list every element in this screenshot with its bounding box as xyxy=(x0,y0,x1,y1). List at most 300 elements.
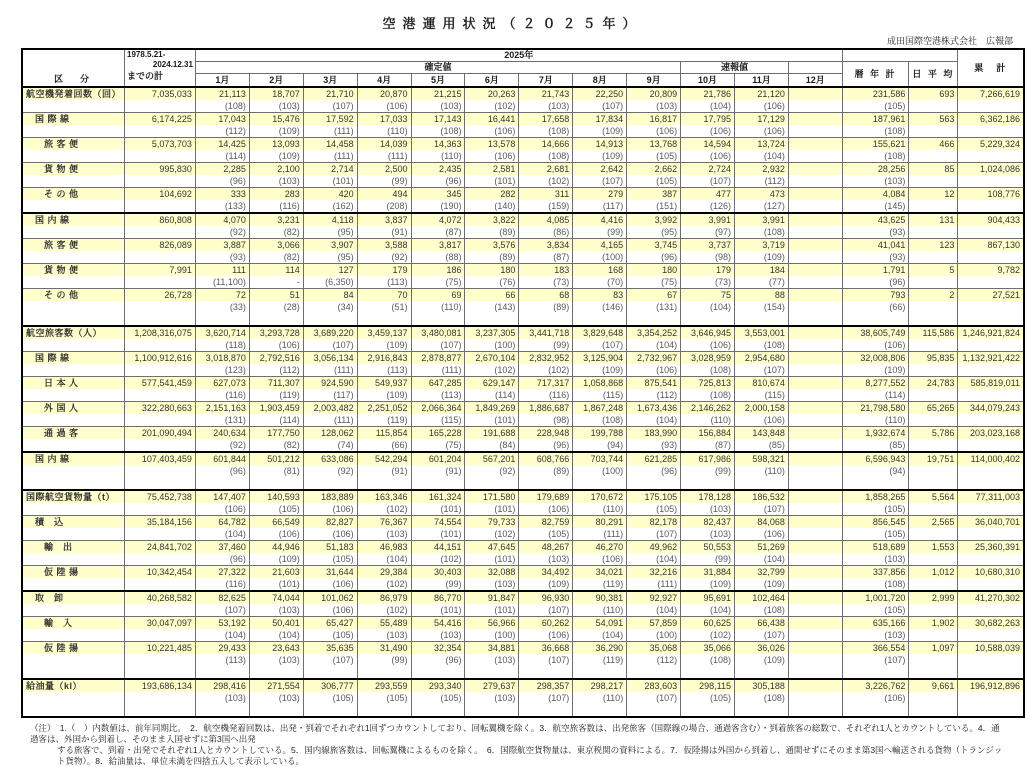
col-header-category: 区 分 xyxy=(22,49,125,87)
table-row-ratio xyxy=(22,692,1024,704)
cell-cumulative: 203,023,168 xyxy=(958,427,1024,440)
prior-period-start: 1978.5.21- xyxy=(127,50,166,59)
cell-prior-total: 24,841,702 xyxy=(125,541,196,554)
cell-month-ratio: (105) xyxy=(519,528,573,541)
cell-month-ratio: (112) xyxy=(627,389,681,402)
header-spacer xyxy=(842,49,958,62)
cell-month-value: 179 xyxy=(357,264,411,277)
section-filler xyxy=(22,666,1024,679)
cell-month-value: 30,403 xyxy=(411,566,465,579)
cell-month-value: 84,068 xyxy=(735,516,789,529)
cell-month-value: 82,759 xyxy=(519,516,573,529)
cell-month-value: 3,588 xyxy=(357,239,411,252)
col-header-month: 9月 xyxy=(627,74,681,88)
cell-month-value: 13,093 xyxy=(249,138,303,151)
cell-month-ratio: (87) xyxy=(681,439,735,452)
cell-daily-average: 115,586 xyxy=(909,326,958,339)
footnotes xyxy=(30,723,1005,767)
cell-daily-average: 563 xyxy=(909,113,958,126)
cell-month-value xyxy=(788,427,842,440)
table-body xyxy=(22,87,1024,717)
cell-month-value: 74,044 xyxy=(249,591,303,604)
cell-month-ratio: (103) xyxy=(357,629,411,642)
cell-month-ratio: (107) xyxy=(519,604,573,617)
cell-month-ratio: (82) xyxy=(249,226,303,239)
cell-month-ratio: (103) xyxy=(519,100,573,113)
table-header xyxy=(22,49,1024,87)
cell-month-value: 168 xyxy=(573,264,627,277)
cell-month-value: 23,643 xyxy=(249,642,303,655)
cell-month-ratio: (113) xyxy=(357,364,411,377)
cell-month-ratio: (86) xyxy=(519,226,573,239)
cell-month-value: 3,480,081 xyxy=(411,326,465,339)
cell-month-ratio: (103) xyxy=(465,654,519,666)
cell-month-value: 16,441 xyxy=(465,113,519,126)
cell-month-ratio: (76) xyxy=(465,276,519,289)
table-row-ratio xyxy=(22,364,1024,377)
cell-month-ratio: (92) xyxy=(465,465,519,477)
col-header-dec-spacer xyxy=(788,62,842,74)
cell-month-value: 3,646,945 xyxy=(681,326,735,339)
cell-month-ratio: (108) xyxy=(195,100,249,113)
table-row xyxy=(22,490,1024,503)
cell-month-value: 20,263 xyxy=(465,87,519,100)
cell-month-value: 60,262 xyxy=(519,617,573,630)
cell-month-value: 17,658 xyxy=(519,113,573,126)
cell-prior-total: 995,830 xyxy=(125,163,196,176)
cell-prior-total: 10,342,454 xyxy=(125,566,196,579)
cell-month-ratio: (97) xyxy=(681,226,735,239)
cell-month-value: 617,986 xyxy=(681,452,735,465)
cell-month-ratio: (103) xyxy=(249,692,303,704)
cell-month-ratio: (109) xyxy=(735,251,789,264)
table-row xyxy=(22,188,1024,201)
cell-month-value: 2,581 xyxy=(465,163,519,176)
cell-month-ratio: (75) xyxy=(411,276,465,289)
cell-month-ratio: (109) xyxy=(249,553,303,566)
cell-month-ratio: (92) xyxy=(195,439,249,452)
cell-month-value: 2,670,104 xyxy=(465,352,519,365)
cell-month-ratio: (103) xyxy=(249,175,303,188)
cell-month-ratio: (111) xyxy=(573,528,627,541)
cell-prior-total: 75,452,738 xyxy=(125,490,196,503)
cell-month-value: 66,438 xyxy=(735,617,789,630)
cell-month-ratio: (108) xyxy=(735,604,789,617)
cell-cumulative: 196,912,896 xyxy=(958,679,1024,692)
cell-annual-ratio: (85) xyxy=(842,439,909,452)
cell-daily-average: 2 xyxy=(909,289,958,302)
cell-month-ratio: (146) xyxy=(573,301,627,313)
table-row xyxy=(22,326,1024,339)
cell-month-value: 183 xyxy=(519,264,573,277)
cell-month-value: 50,553 xyxy=(681,541,735,554)
cell-month-value: 345 xyxy=(411,188,465,201)
cell-month-ratio xyxy=(788,175,842,188)
cell-month-ratio: (106) xyxy=(195,503,249,516)
cell-month-value: 191,688 xyxy=(465,427,519,440)
cell-month-value: 143,848 xyxy=(735,427,789,440)
cell-month-ratio: (109) xyxy=(681,578,735,591)
row-label: そ の 他 xyxy=(22,188,125,201)
cell-month-value: 170,672 xyxy=(573,490,627,503)
cell-month-ratio: (110) xyxy=(411,150,465,163)
section-filler xyxy=(22,704,1024,717)
cell-month-value: 598,321 xyxy=(735,452,789,465)
cell-annual-ratio: (96) xyxy=(842,276,909,289)
table-row-ratio xyxy=(22,528,1024,541)
cell-month-value: 875,541 xyxy=(627,377,681,390)
table-row xyxy=(22,679,1024,692)
cell-month-ratio: (140) xyxy=(465,200,519,213)
cell-month-value: 92,927 xyxy=(627,591,681,604)
cell-month-ratio: (108) xyxy=(573,414,627,427)
cell-month-value: 601,844 xyxy=(195,452,249,465)
cell-month-value: 20,870 xyxy=(357,87,411,100)
cell-month-value: 140,593 xyxy=(249,490,303,503)
cell-month-ratio: (112) xyxy=(735,175,789,188)
cell-month-value: 2,500 xyxy=(357,163,411,176)
row-label: 給油量（kl） xyxy=(22,679,125,692)
cell-month-value: 3,459,137 xyxy=(357,326,411,339)
cell-month-value xyxy=(788,642,842,655)
cell-month-ratio: (109) xyxy=(735,654,789,666)
cell-month-ratio: (107) xyxy=(573,339,627,352)
cell-month-value xyxy=(788,452,842,465)
cell-month-ratio: (103) xyxy=(195,692,249,704)
cell-month-value: 3,829,648 xyxy=(573,326,627,339)
table-row-ratio xyxy=(22,629,1024,642)
cell-annual-ratio: (103) xyxy=(842,175,909,188)
cell-month-ratio: (110) xyxy=(573,604,627,617)
cell-month-value: 35,066 xyxy=(681,642,735,655)
cell-annual-ratio: (105) xyxy=(842,100,909,113)
cell-month-ratio: (107) xyxy=(519,654,573,666)
cell-month-value: 82,178 xyxy=(627,516,681,529)
cell-month-ratio: (103) xyxy=(249,604,303,617)
cell-annual-ratio: (109) xyxy=(842,364,909,377)
cell-month-ratio: (101) xyxy=(303,175,357,188)
cell-month-ratio: (107) xyxy=(519,692,573,704)
table-row-ratio xyxy=(22,553,1024,566)
cell-month-ratio: (92) xyxy=(357,251,411,264)
cell-month-value: 3,231 xyxy=(249,213,303,226)
cell-daily-average: 693 xyxy=(909,87,958,100)
cell-annual-value: 1,858,265 xyxy=(842,490,909,503)
row-label: 貨 物 便 xyxy=(22,163,125,176)
cell-month-value: 2,724 xyxy=(681,163,735,176)
cell-month-value: 186,532 xyxy=(735,490,789,503)
table-row xyxy=(22,352,1024,365)
table-row xyxy=(22,427,1024,440)
cell-month-ratio: (82) xyxy=(249,439,303,452)
cell-month-ratio xyxy=(788,226,842,239)
header-row-year xyxy=(22,49,1024,62)
cell-month-ratio: (108) xyxy=(735,226,789,239)
row-label: 輸 入 xyxy=(22,617,125,630)
cell-month-ratio: (105) xyxy=(627,150,681,163)
cell-month-value: 165,228 xyxy=(411,427,465,440)
row-label: 貨 物 便 xyxy=(22,264,125,277)
col-header-month: 12月 xyxy=(788,74,842,88)
cell-month-value: 17,592 xyxy=(303,113,357,126)
cell-month-ratio: (107) xyxy=(303,100,357,113)
cell-month-value: 186 xyxy=(411,264,465,277)
cell-month-value: 46,983 xyxy=(357,541,411,554)
cell-month-value: 621,285 xyxy=(627,452,681,465)
cell-month-value: 57,859 xyxy=(627,617,681,630)
cell-month-value: 4,070 xyxy=(195,213,249,226)
cell-month-ratio: (84) xyxy=(465,439,519,452)
cell-month-value: 70 xyxy=(357,289,411,302)
cell-daily-average: 1,902 xyxy=(909,617,958,630)
cell-month-ratio: (98) xyxy=(519,414,573,427)
cell-month-ratio: (106) xyxy=(735,414,789,427)
cell-month-value: 127 xyxy=(303,264,357,277)
cell-month-value: 171,580 xyxy=(465,490,519,503)
cell-month-ratio: (28) xyxy=(249,301,303,313)
cell-month-value: 2,003,482 xyxy=(303,402,357,415)
airport-operations-table xyxy=(21,48,1025,718)
cell-month-value: 14,666 xyxy=(519,138,573,151)
cell-month-ratio: (114) xyxy=(249,414,303,427)
cell-month-value: 2,732,967 xyxy=(627,352,681,365)
cell-month-ratio: (93) xyxy=(195,251,249,264)
cell-month-value: 2,151,163 xyxy=(195,402,249,415)
cell-month-value: 17,033 xyxy=(357,113,411,126)
cell-month-ratio: (131) xyxy=(627,301,681,313)
cell-month-value xyxy=(788,213,842,226)
cell-month-ratio: (103) xyxy=(465,692,519,704)
cell-prior-total: 6,174,225 xyxy=(125,113,196,126)
cell-cumulative: 10,588,039 xyxy=(958,642,1024,655)
cell-month-value: 54,091 xyxy=(573,617,627,630)
row-label: 国 内 線 xyxy=(22,452,125,465)
cell-month-ratio xyxy=(788,364,842,377)
cell-month-ratio: (96) xyxy=(627,465,681,477)
cell-month-ratio: (96) xyxy=(195,175,249,188)
cell-month-value: 36,290 xyxy=(573,642,627,655)
cell-month-ratio: (104) xyxy=(627,414,681,427)
cell-month-ratio: (75) xyxy=(627,276,681,289)
cell-month-ratio: (104) xyxy=(195,629,249,642)
table-row xyxy=(22,566,1024,579)
col-header-month: 10月 xyxy=(681,74,735,88)
cell-month-ratio xyxy=(788,503,842,516)
cell-daily-average: 131 xyxy=(909,213,958,226)
cell-month-ratio: (106) xyxy=(249,528,303,541)
cell-month-value: 75 xyxy=(681,289,735,302)
cell-month-ratio: (106) xyxy=(357,100,411,113)
cell-cumulative: 1,024,086 xyxy=(958,163,1024,176)
cell-month-value: 36,668 xyxy=(519,642,573,655)
table-row-ratio xyxy=(22,125,1024,138)
cell-prior-total: 107,403,459 xyxy=(125,452,196,465)
cell-month-value: 35,068 xyxy=(627,642,681,655)
cell-month-value: 35,635 xyxy=(303,642,357,655)
cell-month-ratio xyxy=(788,251,842,264)
cell-month-value: 91,847 xyxy=(465,591,519,604)
cell-month-ratio: (151) xyxy=(627,200,681,213)
table-row-ratio xyxy=(22,465,1024,477)
cell-month-value: 17,129 xyxy=(735,113,789,126)
cell-month-value: 601,204 xyxy=(411,452,465,465)
cell-month-value: 34,881 xyxy=(465,642,519,655)
row-label: 日 本 人 xyxy=(22,377,125,390)
cell-month-value: 3,887 xyxy=(195,239,249,252)
row-label: 航空機発着回数（回） xyxy=(22,87,125,100)
cell-month-value: 15,476 xyxy=(249,113,303,126)
cell-month-ratio: (104) xyxy=(195,528,249,541)
cell-month-value: 175,105 xyxy=(627,490,681,503)
cell-month-ratio xyxy=(788,150,842,163)
cell-month-ratio: (154) xyxy=(735,301,789,313)
cell-month-value: 2,146,262 xyxy=(681,402,735,415)
cell-prior-total: 1,208,316,075 xyxy=(125,326,196,339)
cell-month-ratio: (105) xyxy=(411,692,465,704)
cell-month-value: 2,066,364 xyxy=(411,402,465,415)
cell-month-value: 4,072 xyxy=(411,213,465,226)
cell-month-ratio: (123) xyxy=(195,364,249,377)
cell-month-value: 51,183 xyxy=(303,541,357,554)
cell-month-value: 66,549 xyxy=(249,516,303,529)
cell-month-value: 66 xyxy=(465,289,519,302)
row-label: 旅 客 便 xyxy=(22,239,125,252)
cell-month-ratio: (91) xyxy=(411,465,465,477)
footnote-line-1: （注） 1.（ ）内数値は、前年同期比。 2．航空機発着回数は、出発・到着でそれぞれ1回ずつカウントしており、回転翼機を除く。3．航空旅客数は、出発旅客（国際線の場合、通過客含む）・到着旅客の総数で、それぞれ1人とカウントしている。4．通過客は、外国から到着し、そのまま入国せずに第3国へ出発 xyxy=(30,723,1000,744)
cell-month-ratio: (107) xyxy=(735,629,789,642)
col-header-annual-total: 暦 年 計 xyxy=(842,62,909,88)
cell-month-ratio: (109) xyxy=(735,578,789,591)
cell-cumulative: 7,266,619 xyxy=(958,87,1024,100)
cell-month-ratio: (111) xyxy=(303,150,357,163)
cell-month-value: 283,603 xyxy=(627,679,681,692)
cell-daily-average: 123 xyxy=(909,239,958,252)
cell-month-value: 179,689 xyxy=(519,490,573,503)
cell-month-ratio: (73) xyxy=(681,276,735,289)
cell-month-ratio: (103) xyxy=(357,528,411,541)
cell-month-ratio: (106) xyxy=(627,125,681,138)
cell-month-ratio: (96) xyxy=(195,465,249,477)
cell-prior-total: 826,089 xyxy=(125,239,196,252)
row-label: 国際航空貨物量（t） xyxy=(22,490,125,503)
cell-month-value xyxy=(788,138,842,151)
cell-annual-value: 518,689 xyxy=(842,541,909,554)
cell-month-value: 21,786 xyxy=(681,87,735,100)
cell-month-value: 4,165 xyxy=(573,239,627,252)
cell-month-value: 14,913 xyxy=(573,138,627,151)
cell-prior-total: 40,268,582 xyxy=(125,591,196,604)
cell-month-value: 67 xyxy=(627,289,681,302)
cell-month-ratio xyxy=(788,414,842,427)
cell-month-ratio: (94) xyxy=(573,439,627,452)
cell-month-value: 32,088 xyxy=(465,566,519,579)
cell-cumulative: 77,311,003 xyxy=(958,490,1024,503)
cell-month-ratio: (105) xyxy=(303,553,357,566)
cell-month-value xyxy=(788,617,842,630)
cell-month-ratio: (101) xyxy=(465,414,519,427)
cell-cumulative: 5,229,324 xyxy=(958,138,1024,151)
cell-month-value xyxy=(788,566,842,579)
cell-month-value: 271,554 xyxy=(249,679,303,692)
cell-month-ratio: (112) xyxy=(249,364,303,377)
cell-month-ratio: (112) xyxy=(627,654,681,666)
cell-month-ratio: (104) xyxy=(573,629,627,642)
cell-prior-total: 35,184,156 xyxy=(125,516,196,529)
row-label: 通 過 客 xyxy=(22,427,125,440)
cell-month-ratio: (104) xyxy=(735,150,789,163)
cell-annual-ratio: (106) xyxy=(842,339,909,352)
cell-month-value: 84 xyxy=(303,289,357,302)
cell-month-value: 177,750 xyxy=(249,427,303,440)
cell-month-value: 3,991 xyxy=(681,213,735,226)
cell-month-ratio: (108) xyxy=(411,125,465,138)
cell-month-ratio: (117) xyxy=(303,389,357,402)
cell-month-ratio: (118) xyxy=(195,339,249,352)
cell-month-value: 311 xyxy=(519,188,573,201)
cell-month-value: 725,813 xyxy=(681,377,735,390)
cell-month-ratio: (114) xyxy=(465,389,519,402)
cell-daily-average: 1,553 xyxy=(909,541,958,554)
cell-annual-value: 4,084 xyxy=(842,188,909,201)
cell-annual-value: 21,798,580 xyxy=(842,402,909,415)
cell-month-value: 420 xyxy=(303,188,357,201)
cell-month-value xyxy=(788,490,842,503)
cell-month-ratio: (111) xyxy=(627,578,681,591)
row-label: 国 際 線 xyxy=(22,352,125,365)
cell-month-value: 2,792,516 xyxy=(249,352,303,365)
row-label: 国 内 線 xyxy=(22,213,125,226)
cell-month-value: 68 xyxy=(519,289,573,302)
table-row xyxy=(22,591,1024,604)
cell-annual-value: 1,791 xyxy=(842,264,909,277)
cell-month-ratio: (74) xyxy=(303,439,357,452)
cell-cumulative: 30,682,263 xyxy=(958,617,1024,630)
cell-annual-value: 6,596,943 xyxy=(842,452,909,465)
cell-month-value: 293,340 xyxy=(411,679,465,692)
table-row-ratio xyxy=(22,439,1024,452)
cell-month-value: 3,066 xyxy=(249,239,303,252)
cell-month-value: 37,460 xyxy=(195,541,249,554)
cell-month-value: 64,782 xyxy=(195,516,249,529)
cell-month-value: 3,834 xyxy=(519,239,573,252)
cell-month-ratio xyxy=(788,301,842,313)
cell-month-value: 96,930 xyxy=(519,591,573,604)
table-row-ratio xyxy=(22,251,1024,264)
cell-daily-average: 85 xyxy=(909,163,958,176)
cell-month-ratio: (111) xyxy=(303,364,357,377)
cell-month-value: 49,962 xyxy=(627,541,681,554)
cell-month-ratio: (101) xyxy=(465,553,519,566)
cell-month-value: 21,113 xyxy=(195,87,249,100)
cell-month-value: 810,674 xyxy=(735,377,789,390)
cell-month-ratio xyxy=(788,654,842,666)
table-row-ratio xyxy=(22,339,1024,352)
cell-month-ratio: (107) xyxy=(573,175,627,188)
table-row-ratio xyxy=(22,200,1024,213)
cell-prior-total: 7,991 xyxy=(125,264,196,277)
cell-month-ratio: (100) xyxy=(573,465,627,477)
cell-month-value: 32,216 xyxy=(627,566,681,579)
cell-month-value: 44,946 xyxy=(249,541,303,554)
cell-month-value: 542,294 xyxy=(357,452,411,465)
cell-month-ratio: (11,100) xyxy=(195,276,249,289)
table-row xyxy=(22,113,1024,126)
cell-month-value: 293,559 xyxy=(357,679,411,692)
cell-daily-average: 5,786 xyxy=(909,427,958,440)
cell-month-ratio: (115) xyxy=(573,389,627,402)
cell-month-ratio: (103) xyxy=(681,503,735,516)
cell-month-ratio: (103) xyxy=(681,528,735,541)
